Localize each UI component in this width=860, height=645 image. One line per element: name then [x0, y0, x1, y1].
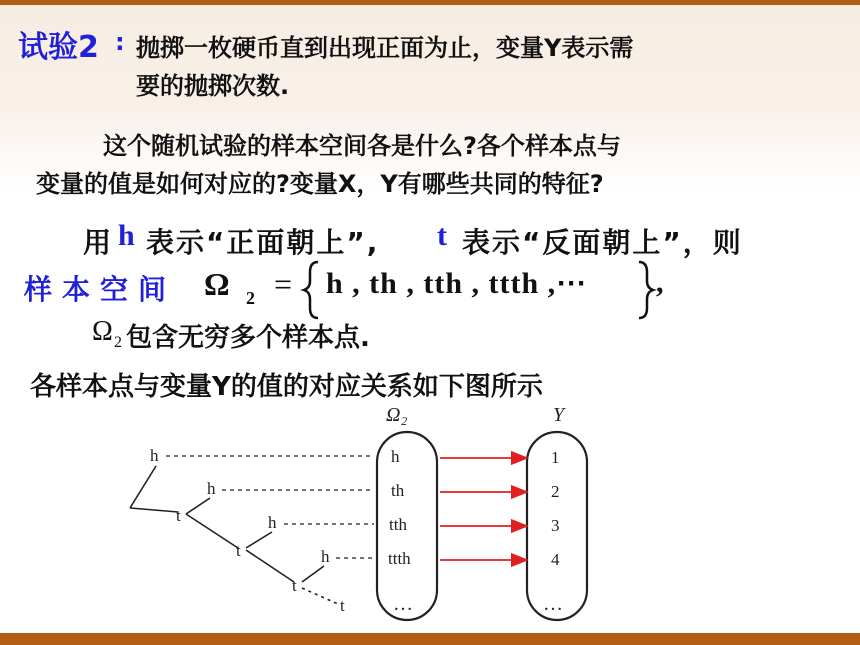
colon: :	[115, 28, 125, 56]
value-item: 2	[551, 482, 560, 501]
tree-node: t	[176, 506, 181, 525]
value-item: 1	[551, 448, 560, 467]
sample-column	[377, 432, 437, 620]
value-item: 4	[551, 550, 560, 569]
tree-node: h	[268, 513, 277, 532]
infinite-samples-text: 包含无穷多个样本点.	[126, 323, 370, 353]
edge-tt-t	[246, 550, 294, 582]
trailing-comma: ,	[656, 266, 664, 299]
omega-subscript: 2	[246, 288, 255, 308]
problem-line-2: 要的抛掷次数.	[136, 72, 290, 100]
omega-symbol: Ω	[204, 266, 230, 302]
tree-node: h	[150, 446, 159, 465]
equals-sign: =	[274, 266, 293, 302]
question-line-2: 变量的值是如何对应的?变量X，Y有哪些共同的特征?	[36, 170, 604, 198]
bottom-border	[0, 633, 860, 645]
omega2-subscript: 2	[114, 334, 122, 351]
tree-node: h	[321, 547, 330, 566]
sample-point: th	[391, 481, 405, 500]
y-header: Y	[553, 404, 565, 426]
tree-node: t	[292, 576, 297, 595]
edge-t-t	[186, 514, 238, 548]
sample-point: tth	[389, 515, 407, 534]
heads-definition: 表示“正面朝上”,	[146, 226, 380, 259]
edge-ttt-t	[302, 588, 338, 604]
omega2-symbol: Ω	[92, 316, 113, 347]
tree-node: t	[340, 596, 345, 615]
tree-node: h	[207, 479, 216, 498]
correspondence-text: 各样本点与变量Y的值的对应关系如下图所示	[30, 372, 543, 402]
problem-line-1: 抛掷一枚硬币直到出现正面为止，变量Y表示需	[136, 34, 634, 62]
h-symbol: h	[118, 219, 135, 252]
value-item: 3	[551, 516, 560, 535]
sample-space-label: 样本空间	[24, 273, 177, 306]
edge-tt-h	[246, 532, 272, 548]
edge-t-h	[186, 498, 210, 514]
use-text: 用	[83, 226, 112, 259]
sample-point: h	[391, 447, 400, 466]
edge-root-t	[130, 508, 178, 512]
t-symbol: t	[437, 219, 447, 252]
sample-space-set: h , th , tth , ttth ,⋯	[326, 267, 588, 300]
tree-node: t	[236, 541, 241, 560]
tails-definition: 表示“反面朝上”，则	[462, 226, 743, 259]
omega-header: Ω₂	[386, 404, 408, 426]
value-item: …	[543, 593, 563, 615]
edge-root-h	[130, 466, 156, 508]
question-line-1: 这个随机试验的样本空间各是什么?各个样本点与	[103, 132, 621, 160]
edge-ttt-h	[302, 566, 324, 582]
experiment-label: 试验2	[18, 30, 99, 65]
sample-point: ttth	[388, 549, 411, 568]
sample-point: …	[393, 593, 413, 615]
